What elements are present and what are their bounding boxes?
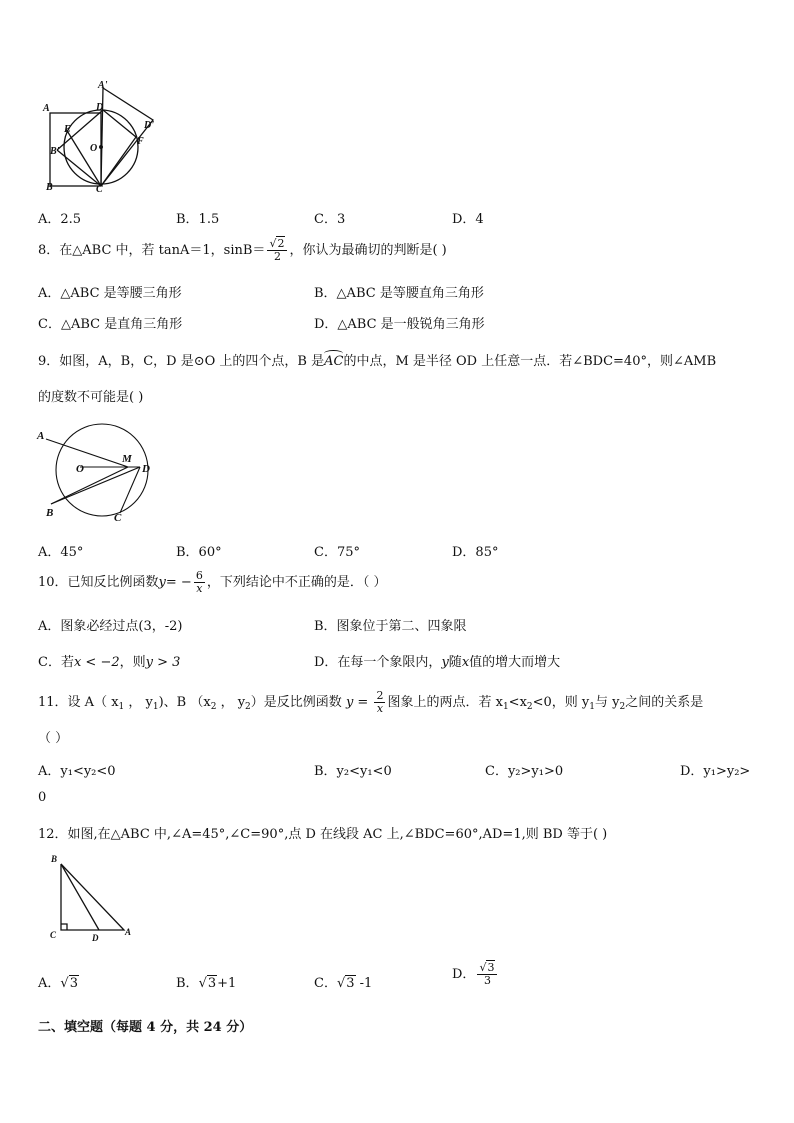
q10-stem [38,570,386,595]
sqrt-sign-icon: √ [269,237,277,250]
q8-option-d[interactable]: D．△ABC 是一般锐角三角形 [314,317,485,332]
q10-option-c[interactable] [38,651,180,670]
q11-frac-num: 2 [376,689,384,702]
q11-p2: ， y [124,695,153,710]
q8-option-b[interactable]: B．△ABC 是等腰直角三角形 [314,286,484,301]
q8-option-a[interactable]: A．△ABC 是等腰三角形 [38,286,182,301]
fig7-label-A-prime: A' [98,80,108,91]
q11-option-a[interactable]: A．y₁<y₂<0 [38,764,116,779]
q8-stem [38,238,447,263]
q10-option-b[interactable]: B．图象位于第二、四象限 [314,619,467,634]
q10-var-y: y [158,575,166,590]
q12-optd-den: 3 [483,974,491,987]
q11-stem-line2: （ ） [38,731,69,746]
q10-stem-part1: 10．已知反比例函数 [38,575,159,590]
q10-frac-num: 6 [195,569,203,582]
q10-optd-part3: 值的增大而增大 [469,655,561,670]
q11-option-d[interactable]: D．y₁>y₂> [680,764,751,779]
fig12-label-A: A [125,927,132,937]
q10-optc-math1: x < −2 [73,655,120,670]
q12-optd-label: D． [452,967,476,982]
q10-stem-part2: ，下列结论中不正确的是．（ ） [206,575,387,590]
q10-optd-var-y: y [441,655,449,670]
q9-arc-ac: AC [324,354,344,369]
fig12-label-D: D [92,933,99,943]
q11-option-d-continued: 0 [38,790,47,805]
q12-optc-radicand: 3 [346,976,355,991]
q10-equals: = − [165,575,192,590]
q7-option-c[interactable]: C．3 [314,212,346,227]
sqrt-sign-icon: √ [60,976,69,991]
fig9-label-A: A [37,430,45,442]
q12-optd-fraction [477,962,497,987]
q8-stem-part1: 8．在△ABC 中，若 tanA＝1，sinB＝ [38,243,266,258]
q10-fraction [194,570,205,595]
q11-p4: ， y [216,695,246,710]
q9-stem-part2: 的中点，M 是半径 OD 上任意一点．若∠BDC=40°，则∠AMB [343,354,717,369]
q11-equals: = [353,695,373,710]
q9-option-d[interactable]: D．85° [452,545,499,560]
sqrt-sign-icon: √ [479,961,487,974]
q10-frac-den: x [196,582,203,595]
q12-optc-label: C． [314,976,337,991]
q9-option-c[interactable]: C．75° [314,545,360,560]
q9-stem-part1: 9．如图，A，B，C，D 是⊙O 上的四个点，B 是 [38,354,325,369]
q9-option-b[interactable]: B．60° [176,545,222,560]
q11-sub1: 1 [118,702,125,712]
q7-option-d[interactable]: D．4 [452,212,484,227]
q10-option-d[interactable] [314,651,560,670]
q11-p6: 图象上的两点．若 x [387,695,503,710]
fig9-label-D: D [142,463,150,475]
fig7-label-F: F [137,136,144,147]
fig7-label-B-prime: B' [50,146,60,157]
figure-q7 [40,80,165,192]
figure-q9 [34,422,164,526]
q8-option-c[interactable]: C．△ABC 是直角三角形 [38,317,183,332]
q10-optd-part1: D．在每一个象限内， [314,655,442,670]
q8-stem-part2: ，你认为最确切的判断是( ) [289,243,447,258]
fig7-label-O: O [90,143,98,154]
q11-stem [38,690,703,715]
fig9-label-O: O [76,463,84,475]
fig7-label-D-prime: D' [144,120,154,131]
q11-p8: <0，则 y [532,695,590,710]
q11-frac-den: x [376,702,384,715]
sqrt-sign-icon: √ [336,976,346,991]
figure-q12 [46,852,141,944]
fig12-label-C: C [50,930,57,940]
fig9-label-M: M [122,453,132,465]
fig7-label-E: E [64,124,71,135]
q11-sub2: 1 [152,702,159,712]
q11-sub5: 1 [502,702,509,712]
q11-p10: 之间的关系是 [625,695,704,710]
q11-p7: <x [508,695,527,710]
q11-p1: 11．设 A（ x [38,695,119,710]
q11-p5: ）是反比例函数 [250,695,342,710]
fig7-label-C: C [96,184,103,192]
q7-option-b[interactable]: B．1.5 [176,212,220,227]
fig9-label-C: C [114,512,122,524]
q7-option-a[interactable]: A．2.5 [38,212,82,227]
q12-optb-suffix: +1 [217,976,237,991]
q12-option-c[interactable] [314,972,372,991]
q11-p3: )、B （x [158,695,211,710]
q9-stem-line1 [38,350,716,369]
q10-optd-part2: 随 [448,655,462,670]
fig12-label-B: B [51,854,58,864]
q11-option-c[interactable]: C．y₂>y₁>0 [485,764,564,779]
q10-optc-math2: y > 3 [145,655,181,670]
q11-p9: 与 y [595,695,620,710]
q9-stem-line2: 的度数不可能是( ) [38,390,144,405]
q11-sub3: 2 [210,702,217,712]
fig7-label-D: D [96,102,104,113]
fig9-label-B: B [46,507,54,519]
q10-optc-part1: C．若 [38,655,74,670]
q12-option-d[interactable] [452,962,499,987]
q8-fraction [267,238,287,263]
q11-sub4: 2 [245,702,251,712]
q12-opta-label: A． [38,976,61,991]
q9-option-a[interactable]: A．45° [38,545,84,560]
q11-option-b[interactable]: B．y₂<y₁<0 [314,764,392,779]
q8-frac-den: 2 [273,250,281,263]
q10-optc-part2: ，则 [119,655,146,670]
q8-frac-num: 2 [277,237,285,250]
fig7-label-B: B [46,182,53,192]
sqrt-sign-icon: √ [198,976,207,991]
fig7-label-A: A [43,103,50,114]
q12-option-b[interactable] [176,972,236,991]
q11-sub6: 2 [526,702,533,712]
q12-stem: 12．如图,在△ABC 中,∠A=45°,∠C=90°,点 D 在线段 AC 上,∠BDC=60°,AD=1,则 BD 等于( ) [38,827,608,842]
q10-optd-var-x: x [461,655,470,670]
q12-optb-label: B． [176,976,199,991]
q12-opta-radicand: 3 [69,976,78,991]
q12-option-a[interactable] [38,972,79,991]
q10-option-a[interactable]: A．图象必经过点(3，-2) [38,619,183,634]
q11-fraction [374,690,385,715]
q12-optc-suffix: -1 [355,976,373,991]
q12-optb-radicand: 3 [207,976,217,991]
q11-sub7: 1 [589,702,596,712]
q11-var-y: y [345,695,354,710]
q11-sub8: 2 [619,702,626,712]
section-title-fill-in: 二、填空题（每题 4 分，共 24 分） [38,1020,253,1035]
q12-optd-num: 3 [487,961,495,974]
